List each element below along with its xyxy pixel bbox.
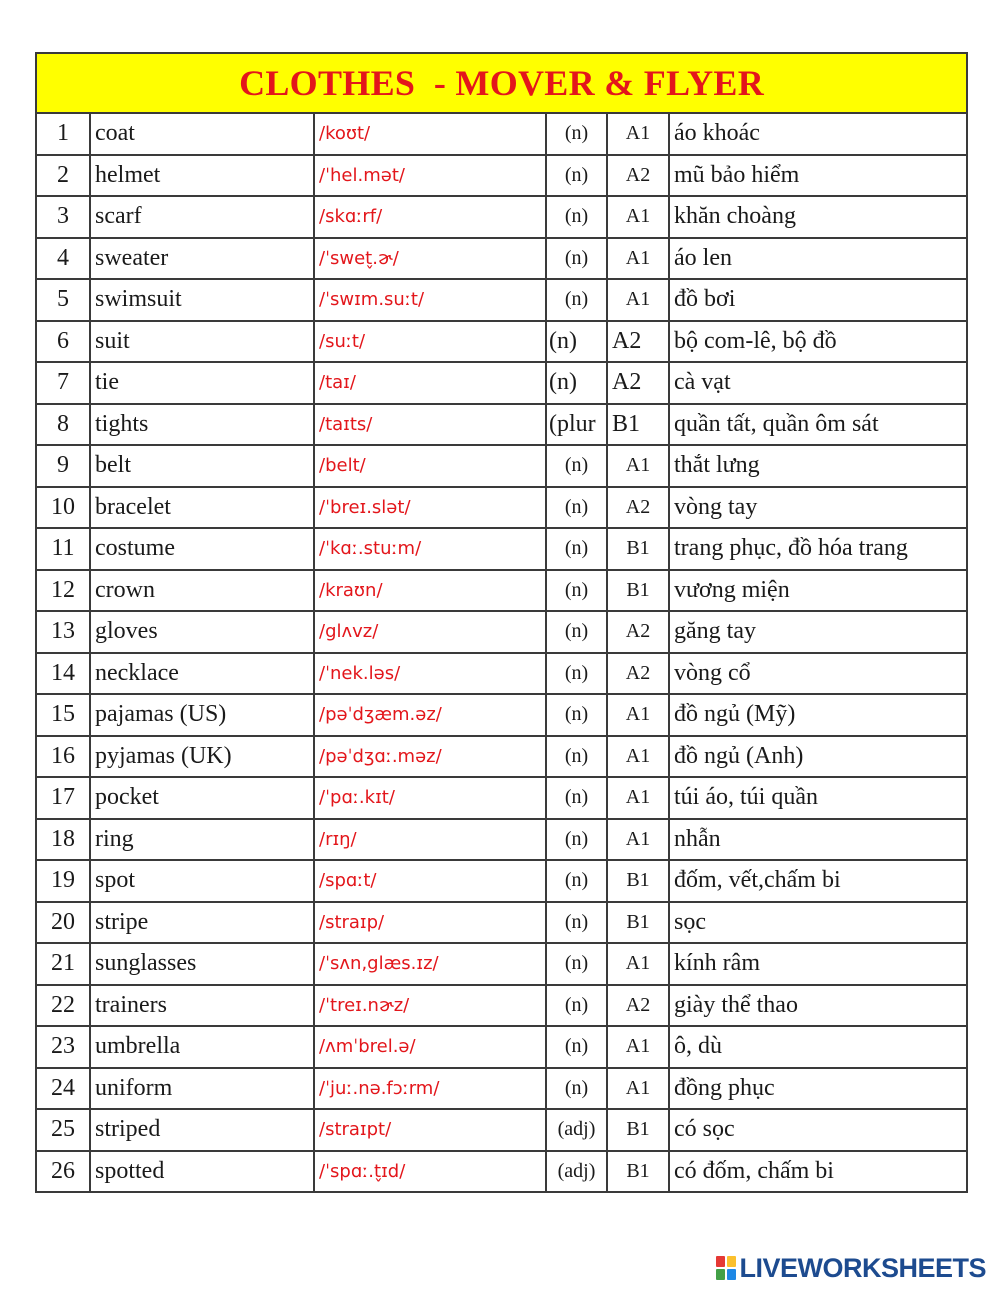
- english-word: spot: [90, 860, 314, 902]
- pronunciation: /ˈtreɪ.nɚz/: [314, 985, 546, 1027]
- part-of-speech: (n): [546, 487, 607, 529]
- liveworksheets-logo: [716, 1253, 986, 1283]
- vietnamese-meaning: kính râm: [669, 943, 967, 985]
- pronunciation: /ˈpɑː.kɪt/: [314, 777, 546, 819]
- vietnamese-meaning: găng tay: [669, 611, 967, 653]
- table-row: [36, 1026, 967, 1068]
- vietnamese-meaning: túi áo, túi quần: [669, 777, 967, 819]
- part-of-speech: (n): [546, 736, 607, 778]
- table-row: [36, 736, 967, 778]
- row-number: 11: [36, 528, 90, 570]
- table-row: [36, 943, 967, 985]
- english-word: ring: [90, 819, 314, 861]
- row-number: 4: [36, 238, 90, 280]
- vietnamese-meaning: đồ ngủ (Mỹ): [669, 694, 967, 736]
- english-word: coat: [90, 113, 314, 155]
- vietnamese-meaning: vương miện: [669, 570, 967, 612]
- row-number: 13: [36, 611, 90, 653]
- cefr-level: A2: [607, 653, 669, 695]
- row-number: 16: [36, 736, 90, 778]
- part-of-speech: (n): [546, 196, 607, 238]
- cefr-level: A1: [607, 196, 669, 238]
- cefr-level: A1: [607, 238, 669, 280]
- part-of-speech: (n): [546, 238, 607, 280]
- cefr-level: B1: [607, 404, 669, 446]
- english-word: costume: [90, 528, 314, 570]
- cefr-level: B1: [607, 902, 669, 944]
- row-number: 20: [36, 902, 90, 944]
- vietnamese-meaning: đồ ngủ (Anh): [669, 736, 967, 778]
- row-number: 24: [36, 1068, 90, 1110]
- vocabulary-rows: [36, 113, 967, 1192]
- vietnamese-meaning: có đốm, chấm bi: [669, 1151, 967, 1193]
- row-number: 18: [36, 819, 90, 861]
- vietnamese-meaning: áo len: [669, 238, 967, 280]
- part-of-speech: (n): [546, 528, 607, 570]
- row-number: 9: [36, 445, 90, 487]
- part-of-speech: (plur: [546, 404, 607, 446]
- pronunciation: /ˈhel.mət/: [314, 155, 546, 197]
- row-number: 25: [36, 1109, 90, 1151]
- pronunciation: /kraʊn/: [314, 570, 546, 612]
- row-number: 21: [36, 943, 90, 985]
- brand-name: LIVEWORKSHEETS: [739, 1252, 986, 1283]
- cefr-level: A2: [607, 487, 669, 529]
- table-row: [36, 445, 967, 487]
- pronunciation: /taɪ/: [314, 362, 546, 404]
- pronunciation: /spɑːt/: [314, 860, 546, 902]
- table-row: [36, 570, 967, 612]
- vietnamese-meaning: nhẫn: [669, 819, 967, 861]
- row-number: 19: [36, 860, 90, 902]
- cefr-level: A1: [607, 113, 669, 155]
- vietnamese-meaning: thắt lưng: [669, 445, 967, 487]
- vietnamese-meaning: giày thể thao: [669, 985, 967, 1027]
- cefr-level: A2: [607, 362, 669, 404]
- vietnamese-meaning: bộ com-lê, bộ đồ: [669, 321, 967, 363]
- vietnamese-meaning: ô, dù: [669, 1026, 967, 1068]
- pronunciation: /ʌmˈbrel.ə/: [314, 1026, 546, 1068]
- cefr-level: A1: [607, 736, 669, 778]
- english-word: uniform: [90, 1068, 314, 1110]
- english-word: stripe: [90, 902, 314, 944]
- row-number: 12: [36, 570, 90, 612]
- table-row: [36, 819, 967, 861]
- pronunciation: /ˈkɑː.stuːm/: [314, 528, 546, 570]
- part-of-speech: (adj): [546, 1151, 607, 1193]
- english-word: bracelet: [90, 487, 314, 529]
- part-of-speech: (n): [546, 570, 607, 612]
- cefr-level: A1: [607, 694, 669, 736]
- row-number: 2: [36, 155, 90, 197]
- part-of-speech: (n): [546, 943, 607, 985]
- english-word: sweater: [90, 238, 314, 280]
- cefr-level: A1: [607, 1026, 669, 1068]
- cefr-level: A2: [607, 155, 669, 197]
- vietnamese-meaning: đốm, vết,chấm bi: [669, 860, 967, 902]
- pronunciation: /glʌvz/: [314, 611, 546, 653]
- table-row: [36, 238, 967, 280]
- part-of-speech: (n): [546, 155, 607, 197]
- part-of-speech: (n): [546, 860, 607, 902]
- english-word: umbrella: [90, 1026, 314, 1068]
- english-word: gloves: [90, 611, 314, 653]
- cefr-level: A1: [607, 943, 669, 985]
- row-number: 8: [36, 404, 90, 446]
- cefr-level: A1: [607, 279, 669, 321]
- cefr-level: B1: [607, 570, 669, 612]
- part-of-speech: (n): [546, 113, 607, 155]
- vocabulary-table: [35, 52, 968, 1193]
- english-word: pajamas (US): [90, 694, 314, 736]
- cefr-level: A1: [607, 1068, 669, 1110]
- cefr-level: A1: [607, 445, 669, 487]
- english-word: helmet: [90, 155, 314, 197]
- table-row: [36, 487, 967, 529]
- pronunciation: /taɪts/: [314, 404, 546, 446]
- row-number: 6: [36, 321, 90, 363]
- pronunciation: /ˈswet̬.ɚ/: [314, 238, 546, 280]
- table-row: [36, 694, 967, 736]
- pronunciation: /ˈbreɪ.slət/: [314, 487, 546, 529]
- cefr-level: B1: [607, 1109, 669, 1151]
- vietnamese-meaning: sọc: [669, 902, 967, 944]
- part-of-speech: (n): [546, 819, 607, 861]
- row-number: 23: [36, 1026, 90, 1068]
- pronunciation: /straɪpt/: [314, 1109, 546, 1151]
- pronunciation: /straɪp/: [314, 902, 546, 944]
- vietnamese-meaning: mũ bảo hiểm: [669, 155, 967, 197]
- pronunciation: /pəˈdʒɑː.məz/: [314, 736, 546, 778]
- table-row: [36, 860, 967, 902]
- row-number: 5: [36, 279, 90, 321]
- english-word: spotted: [90, 1151, 314, 1193]
- row-number: 14: [36, 653, 90, 695]
- part-of-speech: (n): [546, 362, 607, 404]
- part-of-speech: (n): [546, 902, 607, 944]
- table-row: [36, 528, 967, 570]
- vietnamese-meaning: trang phục, đồ hóa trang: [669, 528, 967, 570]
- table-row: [36, 777, 967, 819]
- part-of-speech: (n): [546, 985, 607, 1027]
- pronunciation: /ˈnek.ləs/: [314, 653, 546, 695]
- vietnamese-meaning: đồ bơi: [669, 279, 967, 321]
- pronunciation: /rɪŋ/: [314, 819, 546, 861]
- english-word: tights: [90, 404, 314, 446]
- english-word: swimsuit: [90, 279, 314, 321]
- pronunciation: /belt/: [314, 445, 546, 487]
- vietnamese-meaning: cà vạt: [669, 362, 967, 404]
- vietnamese-meaning: đồng phục: [669, 1068, 967, 1110]
- pronunciation: /ˈspɑː.t̬ɪd/: [314, 1151, 546, 1193]
- vietnamese-meaning: vòng cổ: [669, 653, 967, 695]
- table-row: [36, 362, 967, 404]
- pronunciation: /pəˈdʒæm.əz/: [314, 694, 546, 736]
- vietnamese-meaning: có sọc: [669, 1109, 967, 1151]
- table-row: [36, 1068, 967, 1110]
- pronunciation: /suːt/: [314, 321, 546, 363]
- table-row: [36, 985, 967, 1027]
- part-of-speech: (adj): [546, 1109, 607, 1151]
- pronunciation: /koʊt/: [314, 113, 546, 155]
- pronunciation: /skɑːrf/: [314, 196, 546, 238]
- cefr-level: B1: [607, 528, 669, 570]
- part-of-speech: (n): [546, 445, 607, 487]
- vietnamese-meaning: áo khoác: [669, 113, 967, 155]
- pronunciation: /ˈjuː.nə.fɔːrm/: [314, 1068, 546, 1110]
- part-of-speech: (n): [546, 777, 607, 819]
- row-number: 1: [36, 113, 90, 155]
- page-title: CLOTHES - MOVER & FLYER: [36, 53, 967, 113]
- english-word: pyjamas (UK): [90, 736, 314, 778]
- part-of-speech: (n): [546, 1068, 607, 1110]
- english-word: tie: [90, 362, 314, 404]
- english-word: belt: [90, 445, 314, 487]
- table-row: [36, 404, 967, 446]
- cefr-level: A1: [607, 777, 669, 819]
- part-of-speech: (n): [546, 1026, 607, 1068]
- part-of-speech: (n): [546, 279, 607, 321]
- cefr-level: A1: [607, 819, 669, 861]
- part-of-speech: (n): [546, 694, 607, 736]
- pronunciation: /ˈsʌn,glæs.ɪz/: [314, 943, 546, 985]
- row-number: 15: [36, 694, 90, 736]
- table-row: [36, 902, 967, 944]
- cefr-level: A2: [607, 321, 669, 363]
- english-word: striped: [90, 1109, 314, 1151]
- cefr-level: A2: [607, 611, 669, 653]
- english-word: trainers: [90, 985, 314, 1027]
- part-of-speech: (n): [546, 321, 607, 363]
- cefr-level: B1: [607, 1151, 669, 1193]
- table-row: [36, 611, 967, 653]
- english-word: pocket: [90, 777, 314, 819]
- row-number: 3: [36, 196, 90, 238]
- vietnamese-meaning: vòng tay: [669, 487, 967, 529]
- part-of-speech: (n): [546, 653, 607, 695]
- table-row: [36, 155, 967, 197]
- table-row: [36, 196, 967, 238]
- table-row: [36, 321, 967, 363]
- vietnamese-meaning: quần tất, quần ôm sát: [669, 404, 967, 446]
- english-word: necklace: [90, 653, 314, 695]
- table-row: [36, 1151, 967, 1193]
- cefr-level: A2: [607, 985, 669, 1027]
- english-word: suit: [90, 321, 314, 363]
- pronunciation: /ˈswɪm.suːt/: [314, 279, 546, 321]
- english-word: crown: [90, 570, 314, 612]
- english-word: scarf: [90, 196, 314, 238]
- table-row: [36, 279, 967, 321]
- cefr-level: B1: [607, 860, 669, 902]
- table-row: [36, 653, 967, 695]
- english-word: sunglasses: [90, 943, 314, 985]
- row-number: 17: [36, 777, 90, 819]
- row-number: 10: [36, 487, 90, 529]
- part-of-speech: (n): [546, 611, 607, 653]
- table-row: [36, 113, 967, 155]
- row-number: 22: [36, 985, 90, 1027]
- row-number: 26: [36, 1151, 90, 1193]
- row-number: 7: [36, 362, 90, 404]
- vietnamese-meaning: khăn choàng: [669, 196, 967, 238]
- table-row: [36, 1109, 967, 1151]
- logo-tiles-icon: [716, 1256, 736, 1280]
